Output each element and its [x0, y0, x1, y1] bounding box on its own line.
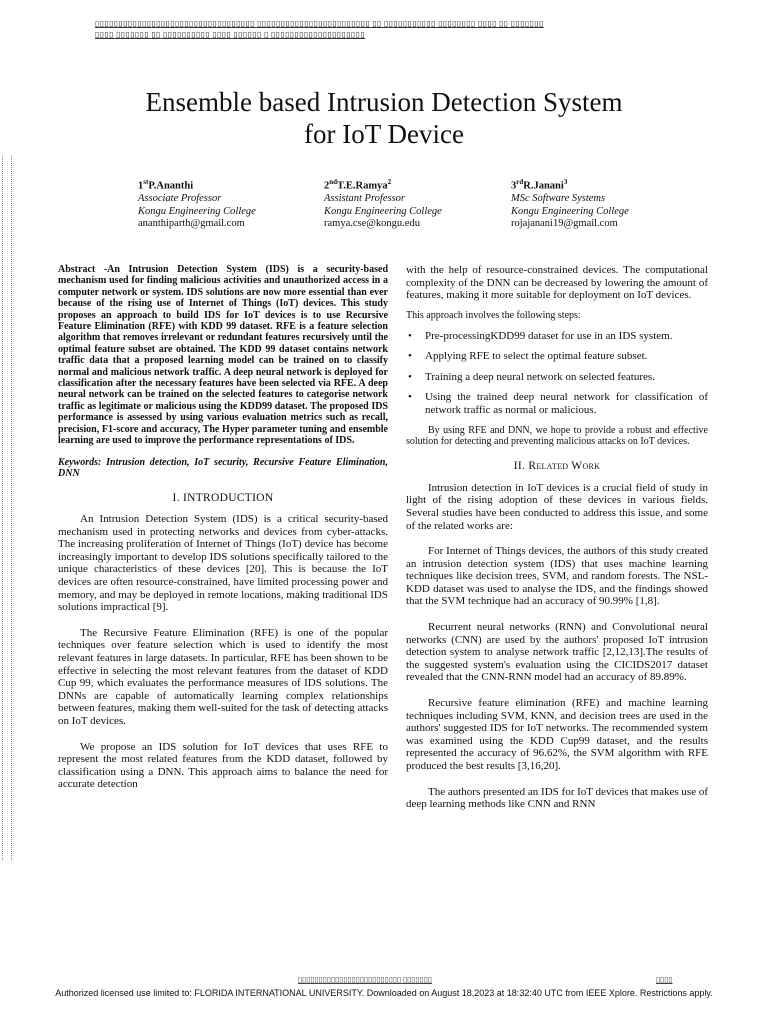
header-line-2: ▯▯▯▯ ▯▯▯▯▯▯▯ ▯▯ ▯▯▯▯▯▯▯▯▯▯ ▯▯▯▯ ▯▯▯▯▯▯ ▯ ▯▯▯▯▯▯▯▯▯▯▯▯▯▯▯▯▯▯▯▯: [95, 30, 366, 39]
author-2: [324, 176, 509, 231]
list-item-text: Applying RFE to select the optimal feature subset.: [425, 350, 648, 363]
paper-title: [60, 86, 708, 150]
bullet-icon: •: [408, 370, 412, 383]
intro-paragraph-3: We propose an IDS solution for IoT devices that uses RFE to represent the most related features from the KDD dataset, followed by classification using a DNN. This approach aims to balance the need for accurate detection: [58, 740, 388, 791]
author-name: [511, 176, 696, 193]
list-item: [406, 330, 708, 343]
author-affiliation-mark: 3: [563, 178, 568, 186]
list-item-text: Training a deep neural network on selected features.: [425, 370, 655, 383]
related-paragraph-3: Recurrent neural networks (RNN) and Convolutional neural networks (CNN) are used by the authors' proposed IoT intrusion detection system to analyse network traffic [2,12,13].The results of the suggested system's evaluation using the CICIDS2017 dataset revealed that the CNN-RNN model had an accuracy of 89.89%.: [406, 621, 708, 684]
author-email: rojajanani19@gmail.com: [511, 218, 618, 229]
author-name-text: P.Ananthi: [148, 180, 194, 192]
author-ordinal-suffix: st: [143, 178, 149, 186]
author-name-text: T.E.Ramya: [337, 180, 388, 192]
list-item: [406, 350, 708, 363]
author-1: [138, 176, 323, 231]
footer-copyright: ▯▯▯▯▯▯▯▯▯▯▯▯▯▯▯▯▯▯▯▯▯▯▯▯▯ ▯▯▯▯▯▯▯: [298, 975, 432, 984]
author-position: Associate Professor: [138, 193, 222, 204]
bullet-icon: •: [408, 329, 412, 342]
bullet-icon: •: [408, 350, 412, 363]
right-column: [406, 264, 708, 811]
list-item: [406, 371, 708, 384]
intro-paragraph-1: An Intrusion Detection System (IDS) is a critical security-based mechanism used in protecting networks and devices from cyber-attacks. The increasing proliferation of Internet of Things (IoT) device has become increasingly important to develop IDS solutions specifically tailored to the unique characteristics of these devices [20]. This is because the IoT devices are often resource-constrained, have limited processing power and memory, and may be deployed in remote locations, making traditional IDS solutions impractical [9].: [58, 513, 388, 614]
left-column: [58, 264, 388, 791]
author-name: [324, 176, 509, 193]
author-ordinal: 3: [511, 180, 517, 192]
steps-list: [406, 330, 708, 417]
author-ordinal: 2: [324, 180, 330, 192]
author-name-text: R.Janani: [523, 180, 564, 192]
related-paragraph-2: For Internet of Things devices, the authors of this study created an intrusion detection system (IDS) that uses machine learning techniques like decision trees, SVM, and random forests. The NSL-KDD dataset was used to analyse the IDS, and the findings showed that the SVM technique had an accuracy of 90.99% [1,8].: [406, 545, 708, 608]
header-line-1: ▯▯▯▯▯▯▯▯▯▯▯▯▯▯▯▯▯▯▯▯▯▯▯▯▯▯▯▯▯▯▯▯▯▯ ▯▯▯▯▯▯▯▯▯▯▯▯▯▯▯▯▯▯▯▯▯▯▯▯ ▯▯ ▯▯▯▯▯▯▯▯▯▯▯ ▯▯▯▯▯▯▯▯ ▯▯▯▯ ▯▯ ▯▯▯▯▯▯▯: [95, 19, 544, 28]
author-position: MSc Software Systems: [511, 193, 606, 204]
keywords: Keywords: Intrusion detection, IoT security, Recursive Feature Elimination, DNN: [58, 456, 388, 479]
steps-outro: By using RFE and DNN, we hope to provide a robust and effective solution for detecting and preventing malicious attacks on IoT devices.: [406, 424, 708, 448]
title-line-1: Ensemble based Intrusion Detection System: [145, 87, 623, 117]
related-paragraph-1: Intrusion detection in IoT devices is a crucial field of study in light of the rising adoption of these devices in various fields. Several studies have been conducted to address this issue, and some of the related works are:: [406, 481, 708, 532]
title-line-2: for IoT Device: [304, 119, 464, 149]
author-affiliation: Kongu Engineering College: [138, 205, 256, 217]
list-item-text: Using the trained deep neural network for classification of network traffic as normal or malicious.: [425, 391, 708, 416]
author-affiliation-mark: 2: [387, 178, 392, 186]
author-name: [138, 176, 323, 193]
author-ordinal: 1: [138, 180, 144, 192]
author-ordinal-suffix: nd: [329, 178, 338, 186]
section-heading-related-work: II. Related Work: [513, 460, 601, 473]
intro-paragraph-2: The Recursive Feature Elimination (RFE) is one of the popular techniques over feature selection which is used to identify the most relevant features in large datasets. In particular, RFE has been shown to be effective in selecting the most relevant features from the dataset of KDD Cup 99, which evaluates the performance measures of IDS solutions. The DNNs are capable of automatically learning complex relationships between features, making them well-suited for the task of detecting attacks on IoT devices.: [58, 626, 388, 727]
list-item: [406, 391, 708, 416]
author-affiliation: Kongu Engineering College: [324, 205, 442, 217]
footer-page-number: ▯▯▯▯: [656, 975, 673, 984]
author-affiliation: Kongu Engineering College: [511, 205, 629, 217]
intro-paragraph-3-continued: with the help of resource-constrained devices. The computational complexity of the DNN can be decreased by lowering the amount of features, making it more suitable for deployment on IoT devices.: [406, 264, 708, 302]
author-email: ramya.cse@kongu.edu: [324, 218, 420, 229]
author-email: ananthiparth@gmail.com: [138, 218, 245, 229]
bullet-icon: •: [408, 391, 412, 404]
author-ordinal-suffix: rd: [516, 178, 524, 186]
steps-intro: This approach involves the following steps:: [406, 309, 581, 321]
abstract: Abstract -An Intrusion Detection System (IDS) is a security-based mechanism used for finding malicious activities and unauthorized access in a computer network or system. IDS solutions are now more essential than ever because of the rising use of Internet of Things (IoT) devices. This study proposes an approach to build IDS for IoT devices is to use Recursive Feature Elimination (RFE) with KDD 99 dataset. RFE is a feature selection algorithm that removes irrelevant or redundant features recursively until the optimal feature subset are obtained. The KDD 99 dataset contains network traffic data that a proposed learning model can be trained on to classify normal and malicious network traffic. A deep neural network is deployed for classification after the necessary features have been selected via RFE. A deep neural network can be trained on the selected features to categorise network traffic as legitimate or malicious using the KDD99 dataset. The proposed IDS performance is assessed by using various evaluation metrics such as recall, precision, F1-score and accuracy, The Hyper parameter tuning and ensemble learning are used to improve the performance representations of IDS.: [58, 264, 388, 447]
author-3: [511, 176, 696, 231]
license-notice: Authorized licensed use limited to: FLORIDA INTERNATIONAL UNIVERSITY. Downloaded on August 18,2023 at 18:32:40 UTC from IEEE Xplore. Restrictions apply.: [55, 988, 713, 998]
conference-header: [95, 18, 675, 40]
section-heading-introduction: I. INTRODUCTION: [172, 491, 274, 504]
author-position: Assistant Professor: [324, 193, 405, 204]
side-margin-strip: [2, 155, 12, 860]
list-item-text: Pre-processingKDD99 dataset for use in an IDS system.: [425, 329, 673, 342]
related-paragraph-4: Recursive feature elimination (RFE) and machine learning techniques including SVM, KNN, and decision trees are used in the authors' suggested IDS for IoT networks. The recommended system was examined using the KDD Cup99 dataset, and the results represented the accuracy of 96.62%, the SVM algorithm with RFE produced the best results [3,16,20].: [406, 697, 708, 773]
related-paragraph-5: The authors presented an IDS for IoT devices that makes use of deep learning methods like CNN and RNN: [406, 785, 708, 811]
